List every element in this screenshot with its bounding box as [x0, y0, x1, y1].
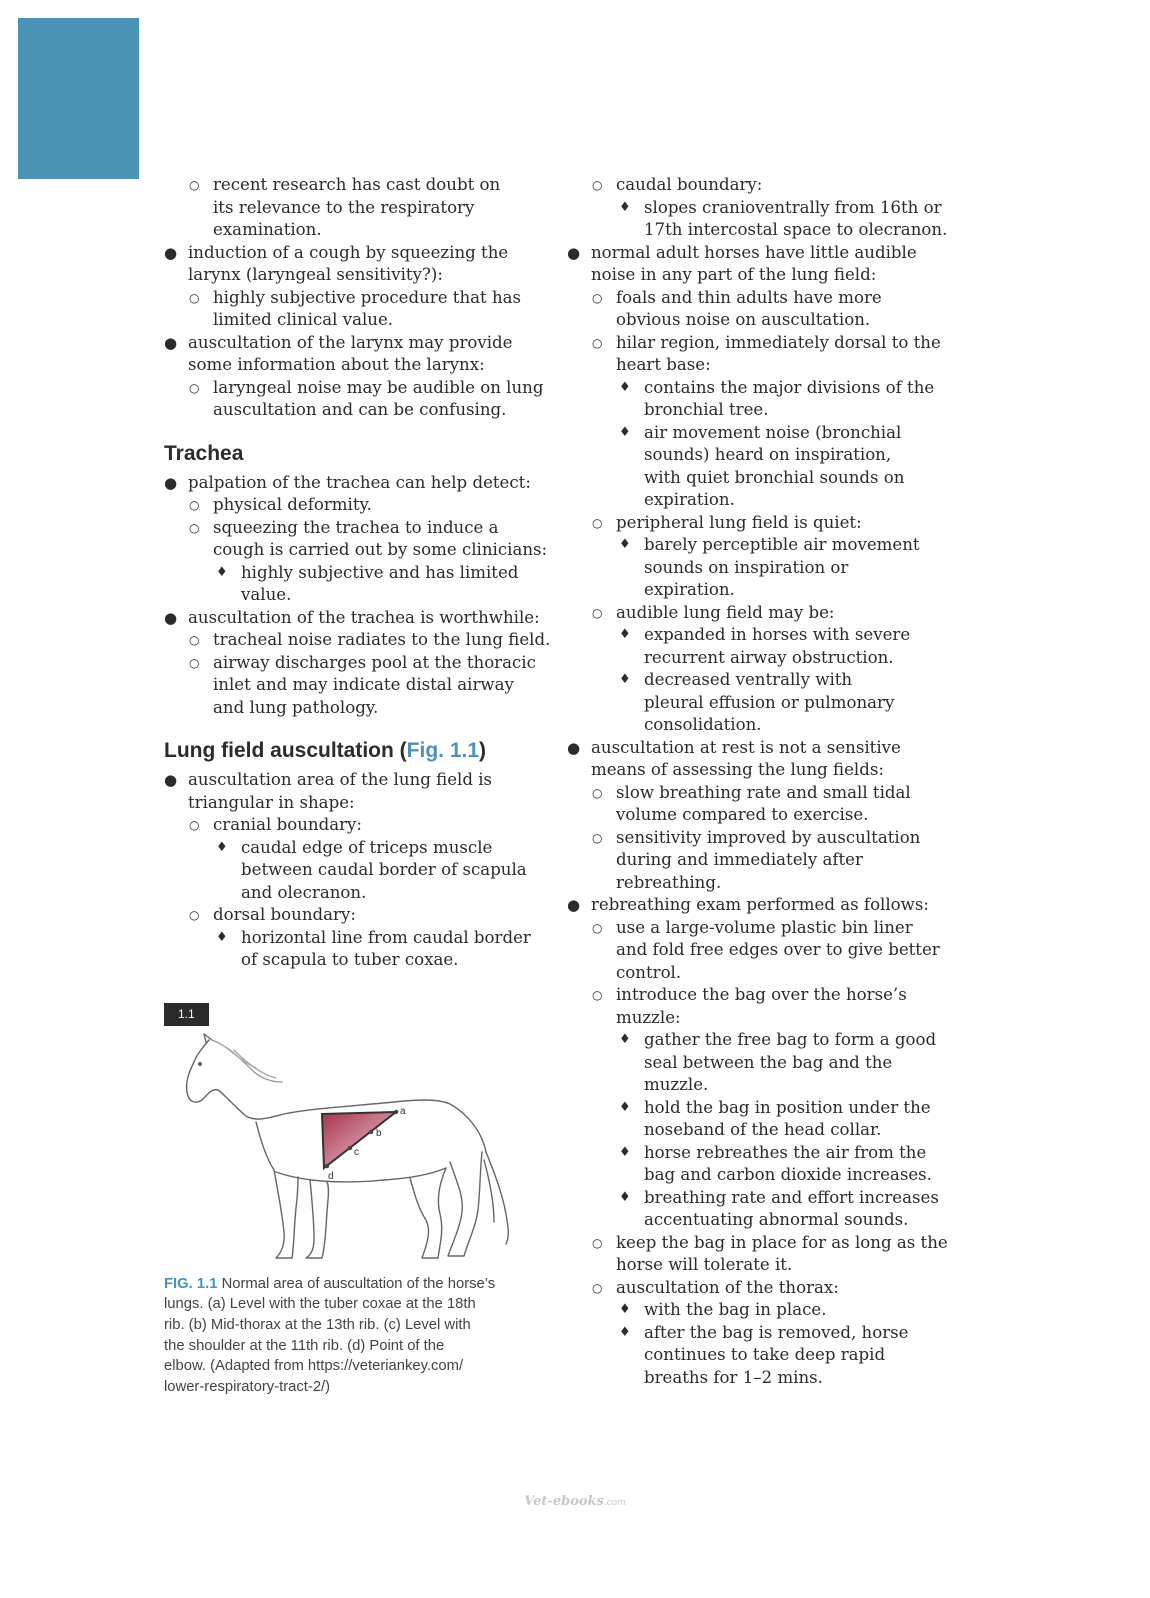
right-column: [567, 174, 957, 1389]
list-item: continues to take deep rapid: [644, 1345, 886, 1364]
open-circle-bullet-icon: ○: [592, 605, 603, 620]
open-circle-bullet-icon: ○: [189, 818, 200, 832]
filled-circle-bullet-icon: ●: [567, 243, 581, 262]
footer-watermark-logo: Vet-ebooks.com: [524, 1494, 626, 1509]
list-item: ● palpation of the trachea can help detect:: [164, 472, 549, 495]
list-item: consolidation.: [644, 715, 762, 734]
list-item: ○ audible lung field may be:: [567, 602, 957, 625]
list-item: larynx (laryngeal sensitivity?):: [188, 265, 443, 284]
open-circle-bullet-icon: ○: [592, 920, 603, 935]
open-circle-bullet-icon: ○: [592, 785, 603, 800]
list-item: noise in any part of the lung field:: [591, 265, 877, 284]
list-item: ○ caudal boundary:: [567, 174, 957, 197]
list-item: ● normal adult horses have little audible: [567, 242, 957, 265]
open-circle-bullet-icon: ○: [189, 908, 200, 922]
list-item: and lung pathology.: [213, 697, 379, 717]
point-label-c: c: [354, 1146, 359, 1158]
list-item: heart base:: [616, 355, 711, 374]
filled-diamond-bullet-icon: ♦: [619, 1302, 631, 1317]
list-item: control.: [616, 962, 682, 982]
lung-field-section: [164, 769, 549, 972]
filled-circle-bullet-icon: ●: [164, 243, 178, 262]
list-item: ♦ hold the bag in position under the: [567, 1097, 957, 1120]
list-item: ○ recent research has cast doubt on: [164, 174, 549, 197]
list-item: ♦ with the bag in place.: [567, 1299, 957, 1322]
list-item: with quiet bronchial sounds on: [644, 467, 905, 487]
filled-diamond-bullet-icon: ♦: [619, 1189, 631, 1205]
open-circle-bullet-icon: ○: [189, 290, 200, 305]
list-item: inlet and may indicate distal airway: [213, 675, 514, 694]
filled-circle-bullet-icon: ●: [567, 738, 581, 757]
filled-diamond-bullet-icon: ♦: [619, 537, 631, 552]
list-item: sounds on inspiration or: [644, 557, 849, 577]
horse-illustration: [164, 1032, 534, 1264]
list-item: ● induction of a cough by squeezing the: [164, 242, 549, 265]
list-item: ♦ contains the major divisions of the: [567, 377, 957, 400]
list-item: horse will tolerate it.: [616, 1255, 793, 1274]
lung-field-area: [322, 1112, 396, 1168]
point-label-a: a: [400, 1105, 406, 1117]
intro-section: [164, 174, 549, 422]
filled-circle-bullet-icon: ●: [164, 771, 178, 789]
list-item: its relevance to the respiratory: [213, 197, 475, 217]
list-item: ○ foals and thin adults have more: [567, 287, 957, 310]
list-item: examination.: [213, 220, 322, 239]
figure-badge: 1.1: [164, 1003, 209, 1026]
list-item: 17th intercostal space to olecranon.: [644, 220, 948, 239]
open-circle-bullet-icon: ○: [592, 515, 603, 530]
list-item: ○ use a large-volume plastic bin liner: [567, 917, 957, 940]
figure-caption: FIG. 1.1 Normal area of auscultation of the horse’s lungs. (a) Level with the tuber coxae at the 18th rib. (b) Mid-thorax at the 13th rib. (c) Level with the shoulder at the 11th rib. (d) Point of the elbow. (Adapted from https://veteriankey.com/ lower-respiratory-tract-2/): [164, 1275, 496, 1396]
open-circle-bullet-icon: ○: [592, 290, 603, 305]
list-item: ♦ barely perceptible air movement: [567, 534, 957, 557]
point-label-b: b: [376, 1127, 382, 1139]
list-item: ♦ highly subjective and has limited: [164, 562, 549, 585]
list-item: ♦ slopes cranioventrally from 16th or: [567, 197, 957, 220]
filled-diamond-bullet-icon: ♦: [619, 1324, 631, 1340]
filled-circle-bullet-icon: ●: [164, 333, 178, 352]
list-item: ♦ expanded in horses with severe: [567, 624, 957, 647]
list-item: ♦ air movement noise (bronchial: [567, 422, 957, 445]
list-item: ♦ horizontal line from caudal border: [164, 927, 549, 950]
filled-diamond-bullet-icon: ♦: [619, 672, 631, 687]
list-item: ● auscultation at rest is not a sensitive: [567, 737, 957, 760]
figure-link[interactable]: Fig. 1.1: [406, 739, 480, 762]
left-column: [164, 174, 549, 1398]
caption-label: FIG. 1.1: [164, 1275, 218, 1292]
list-item: sounds) heard on inspiration,: [644, 445, 892, 464]
list-item: pleural effusion or pulmonary: [644, 692, 895, 712]
filled-diamond-bullet-icon: ♦: [216, 564, 228, 580]
list-item: breaths for 1–2 mins.: [644, 1367, 823, 1387]
open-circle-bullet-icon: ○: [189, 380, 200, 395]
filled-diamond-bullet-icon: ♦: [216, 839, 228, 855]
list-item: rebreathing.: [616, 872, 722, 892]
list-item: and olecranon.: [241, 882, 367, 902]
list-item: noseband of the head collar.: [644, 1120, 882, 1139]
list-item: cough is carried out by some clinicians:: [213, 540, 548, 559]
filled-diamond-bullet-icon: ♦: [619, 379, 631, 395]
filled-diamond-bullet-icon: ♦: [619, 627, 631, 642]
list-item: ○ highly subjective procedure that has: [164, 287, 549, 310]
list-item: ○ slow breathing rate and small tidal: [567, 782, 957, 805]
open-circle-bullet-icon: ○: [189, 520, 200, 535]
point-label-d: d: [328, 1170, 334, 1182]
list-item: ● rebreathing exam performed as follows:: [567, 894, 957, 917]
filled-diamond-bullet-icon: ♦: [619, 199, 631, 215]
list-item: accentuating abnormal sounds.: [644, 1210, 909, 1229]
list-item: and fold free edges over to give better: [616, 940, 940, 959]
filled-diamond-bullet-icon: ♦: [619, 1144, 631, 1160]
list-item: ○ sensitivity improved by auscultation: [567, 827, 957, 850]
list-item: ♦ after the bag is removed, horse: [567, 1322, 957, 1345]
list-item: bag and carbon dioxide increases.: [644, 1165, 932, 1184]
open-circle-bullet-icon: ○: [592, 988, 603, 1002]
list-item: obvious noise on auscultation.: [616, 310, 871, 329]
filled-diamond-bullet-icon: ♦: [619, 424, 631, 440]
list-item: ● auscultation of the trachea is worthwhile:: [164, 607, 549, 630]
list-item: ♦ gather the free bag to form a good: [567, 1029, 957, 1052]
list-item: expiration.: [644, 580, 735, 599]
list-item: ○ keep the bag in place for as long as the: [567, 1232, 957, 1255]
list-item: volume compared to exercise.: [616, 805, 869, 824]
list-item: ○ airway discharges pool at the thoracic: [164, 652, 549, 675]
list-item: of scapula to tuber coxae.: [241, 950, 459, 969]
list-item: ○ introduce the bag over the horse’s: [567, 984, 957, 1007]
list-item: means of assessing the lung fields:: [591, 760, 884, 779]
list-item: bronchial tree.: [644, 400, 769, 419]
list-item: ○ hilar region, immediately dorsal to the: [567, 332, 957, 355]
list-item: seal between the bag and the: [644, 1052, 893, 1072]
list-item: recurrent airway obstruction.: [644, 647, 894, 667]
trachea-section: [164, 472, 549, 720]
filled-diamond-bullet-icon: ♦: [619, 1099, 631, 1115]
list-item: value.: [241, 585, 292, 604]
filled-circle-bullet-icon: ●: [164, 473, 178, 492]
filled-circle-bullet-icon: ●: [164, 608, 178, 627]
list-item: ○ cranial boundary:: [164, 814, 549, 837]
filled-circle-bullet-icon: ●: [567, 896, 581, 914]
filled-diamond-bullet-icon: ♦: [619, 1032, 631, 1047]
list-item: triangular in shape:: [188, 792, 355, 812]
list-item: some information about the larynx:: [188, 355, 485, 374]
list-item: ○ physical deformity.: [164, 494, 549, 517]
list-item: between caudal border of scapula: [241, 860, 527, 879]
open-circle-bullet-icon: ○: [592, 1280, 603, 1295]
list-item: ○ tracheal noise radiates to the lung field.: [164, 629, 549, 652]
trachea-heading: Trachea: [164, 441, 244, 465]
list-item: ● auscultation area of the lung field is: [164, 769, 549, 792]
list-item: during and immediately after: [616, 850, 863, 869]
list-item: ○ auscultation of the thorax:: [567, 1277, 957, 1300]
lung-field-heading: Lung field auscultation (Fig. 1.1): [164, 739, 487, 762]
corner-color-block: [18, 18, 139, 179]
list-item: ♦ decreased ventrally with: [567, 669, 957, 692]
list-item: expiration.: [644, 490, 735, 509]
list-item: muzzle:: [616, 1007, 681, 1027]
open-circle-bullet-icon: ○: [592, 830, 603, 845]
filled-diamond-bullet-icon: ♦: [216, 929, 228, 945]
list-item: ♦ caudal edge of triceps muscle: [164, 837, 549, 860]
figure-1-1: [164, 1003, 549, 1398]
list-item: ● auscultation of the larynx may provide: [164, 332, 549, 355]
list-item: ○ peripheral lung field is quiet:: [567, 512, 957, 535]
open-circle-bullet-icon: ○: [189, 498, 200, 512]
open-circle-bullet-icon: ○: [189, 633, 200, 647]
list-item: ○ squeezing the trachea to induce a: [164, 517, 549, 540]
list-item: ♦ breathing rate and effort increases: [567, 1187, 957, 1210]
list-item: limited clinical value.: [213, 310, 394, 329]
open-circle-bullet-icon: ○: [592, 335, 603, 350]
list-item: ♦ horse rebreathes the air from the: [567, 1142, 957, 1165]
open-circle-bullet-icon: ○: [592, 1235, 603, 1250]
list-item: ○ laryngeal noise may be audible on lung: [164, 377, 549, 400]
open-circle-bullet-icon: ○: [592, 178, 603, 192]
open-circle-bullet-icon: ○: [189, 178, 200, 192]
open-circle-bullet-icon: ○: [189, 655, 200, 670]
list-item: auscultation and can be confusing.: [213, 400, 507, 419]
list-item: muzzle.: [644, 1075, 709, 1094]
list-item: ○ dorsal boundary:: [164, 904, 549, 927]
